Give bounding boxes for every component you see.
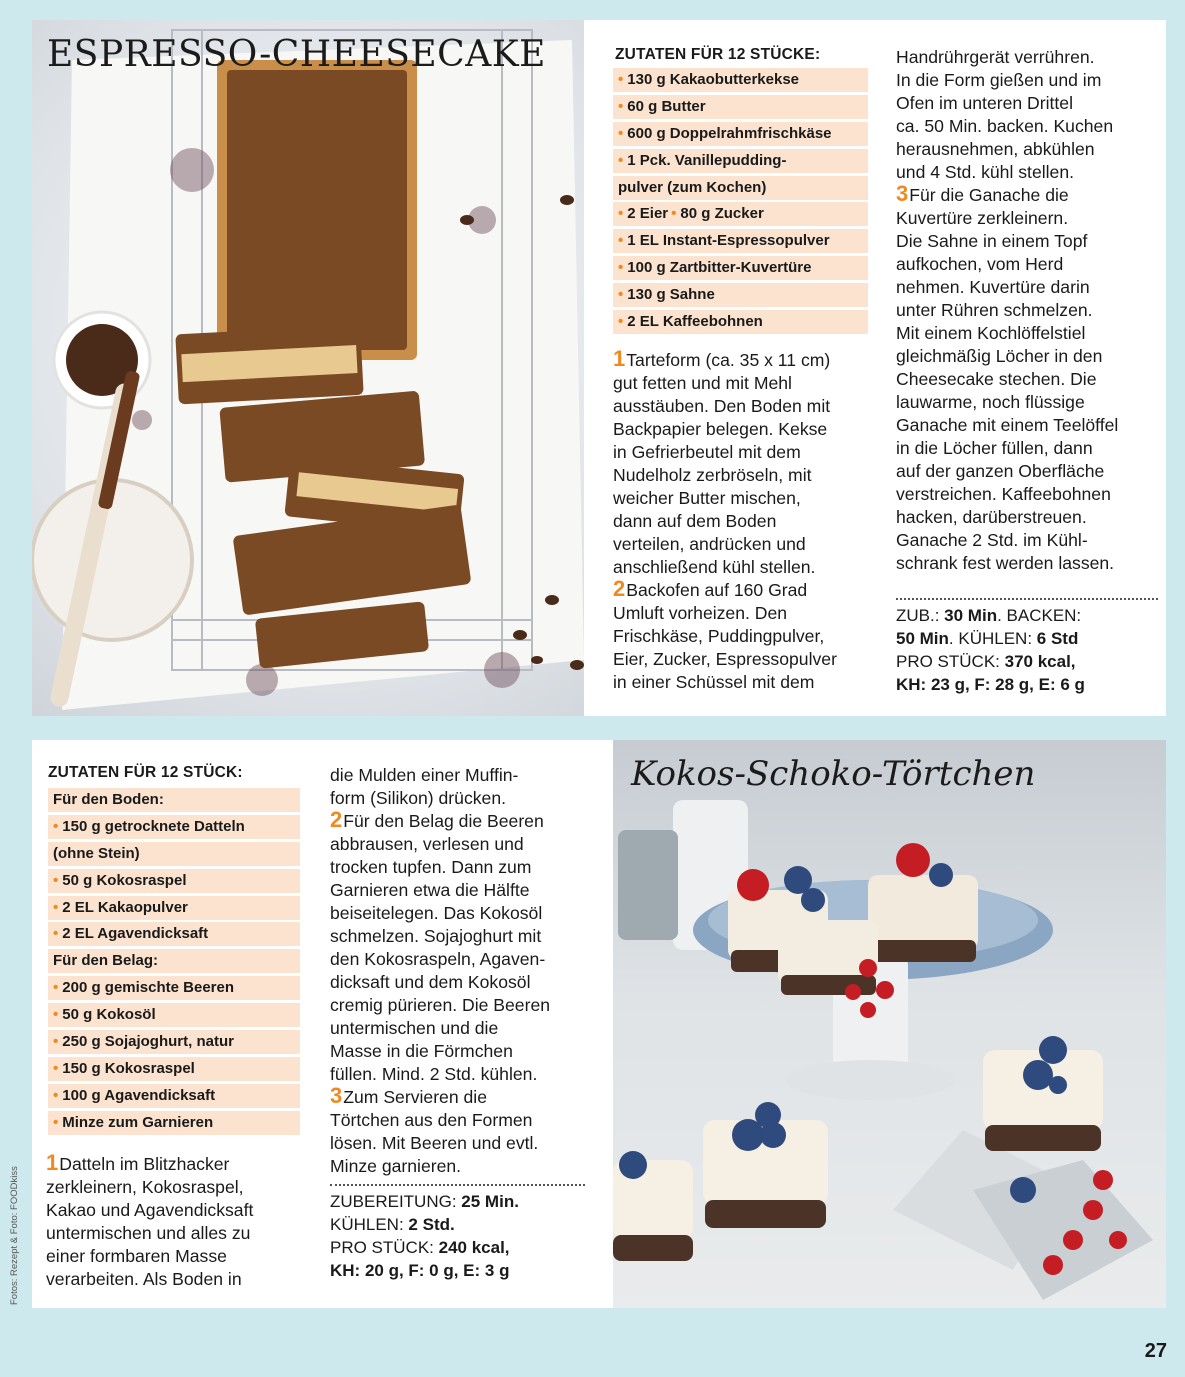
- bullet-icon: •: [618, 151, 624, 169]
- recipe-title: ESPRESSO-CHEESECAKE: [47, 34, 546, 75]
- ingredient-item: • 100 g Zartbitter-Kuvertüre: [613, 256, 868, 280]
- ingredient-item: (ohne Stein): [48, 842, 300, 866]
- bullet-icon: •: [53, 871, 59, 889]
- ingredient-item: • 2 EL Kakaopulver: [48, 896, 300, 920]
- step-number: 1: [46, 1150, 59, 1175]
- bullet-icon: •: [618, 259, 624, 277]
- step-number: 2: [613, 576, 626, 601]
- ingredients-heading: ZUTATEN FÜR 12 STÜCKE:: [615, 46, 821, 63]
- ingredient-item: • 60 g Butter: [613, 95, 868, 119]
- ingredient-item: • 150 g getrocknete Datteln: [48, 815, 300, 839]
- ingredient-item: • 200 g gemischte Beeren: [48, 976, 300, 1000]
- bullet-icon: •: [53, 925, 59, 943]
- ingredients-list: [613, 68, 868, 337]
- step-number: 3: [896, 181, 909, 206]
- page-number: 27: [1144, 1340, 1167, 1362]
- ingredient-item: • 1 Pck. Vanillepudding-: [613, 149, 868, 173]
- recipe-title: Kokos-Schoko-Törtchen: [631, 754, 1036, 794]
- ingredient-item: • 150 g Kokosraspel: [48, 1057, 300, 1081]
- bullet-icon: •: [53, 817, 59, 835]
- ingredient-item: • 130 g Sahne: [613, 283, 868, 307]
- bullet-icon: •: [53, 1113, 59, 1131]
- bullet-icon: •: [53, 898, 59, 916]
- cheesecake-illustration: [32, 20, 584, 716]
- nutrition-info: ZUBEREITUNG: 25 Min. KÜHLEN: 2 Std. PRO STÜCK: 240 kcal, KH: 20 g, F: 0 g, E: 3 g: [330, 1184, 585, 1282]
- bullet-icon: •: [618, 71, 624, 88]
- ingredients-heading: ZUTATEN FÜR 12 STÜCK:: [48, 764, 243, 781]
- photo-credit: Fotos: Rezept & Foto: FOODkiss: [9, 1166, 20, 1305]
- ingredient-item: • 250 g Sojajoghurt, natur: [48, 1030, 300, 1054]
- bullet-icon: •: [618, 124, 624, 142]
- bullet-icon: •: [53, 1086, 59, 1104]
- dotted-divider: [330, 1184, 585, 1186]
- instructions-column-1: 1Datteln im Blitzhacker zerkleinern, Kokosraspel, Kakao und Agavendicksaft untermischen und alles zu einer formbaren Masse verarbeiten. Als Boden in: [46, 1150, 254, 1289]
- bullet-icon: •: [671, 205, 677, 223]
- bullet-icon: •: [618, 232, 624, 250]
- instructions-column-2: Handrührgerät verrühren. In die Form gießen und im Ofen im unteren Drittel ca. 50 Min. backen. Kuchen herausnehmen, abkühlen und 4 Std. kühl stellen. 3Für die Ganache die Kuvertüre zerkleinern. Die Sahne in einem Topf aufkochen, vom Herd nehmen. Kuvertüre darin unter Rühren schmelzen. Mit einem Kochlöffelstiel gleichmäßig Löcher in den Cheesecake stechen. Die lauwarme, noch flüssige Ganache mit einem Teelöffel in die Löcher füllen, dann auf der ganzen Oberfläche verstreichen. Kaffeebohnen hacken, darüberstreuen. Ganache 2 Std. im Kühl- schrank fest werden lassen.: [896, 47, 1119, 573]
- step-number: 1: [613, 346, 626, 371]
- ingredient-item: • 130 g Kakaobutterkekse: [613, 68, 868, 92]
- ingredient-item: • 600 g Doppelrahmfrischkäse: [613, 122, 868, 146]
- ingredient-item: • 2 EL Kaffeebohnen: [613, 310, 868, 334]
- tartlets-photo: [613, 740, 1166, 1308]
- bullet-icon: •: [618, 97, 624, 115]
- step-number: 3: [330, 1083, 343, 1108]
- dotted-divider: [896, 598, 1158, 600]
- cheesecake-photo: [32, 20, 584, 716]
- instructions-column-2: die Mulden einer Muffin- form (Silikon) drücken. 2Für den Belag die Beeren abbrausen, verlesen und trocken tupfen. Dann zum Garnieren etwa die Hälfte beiseitelegen. Das Kokosöl schmelzen. Sojajoghurt mit den Kokosraspeln, Agaven- dicksaft und dem Kokosöl cremig pürieren. Die Beeren untermischen und die Masse in die Förmchen füllen. Mind. 2 Std. kühlen. 3Zum Servieren die Törtchen aus den Formen lösen. Mit Beeren und evtl. Minze garnieren.: [330, 765, 551, 1176]
- ingredients-list: [48, 788, 300, 1138]
- ingredient-item: • Minze zum Garnieren: [48, 1111, 300, 1135]
- step-number: 2: [330, 807, 343, 832]
- ingredient-item: pulver (zum Kochen): [613, 176, 868, 200]
- ingredient-item: • 2 Eier • 80 g Zucker: [613, 202, 868, 226]
- bullet-icon: •: [53, 979, 59, 997]
- ingredient-subheading: Für den Boden:: [48, 788, 300, 812]
- ingredient-item: • 50 g Kokosöl: [48, 1003, 300, 1027]
- bullet-icon: •: [618, 205, 624, 223]
- ingredient-item: • 50 g Kokosraspel: [48, 869, 300, 893]
- bullet-icon: •: [53, 1033, 59, 1051]
- instructions-column-1: 1Tarteform (ca. 35 x 11 cm) gut fetten und mit Mehl ausstäuben. Den Boden mit Backpapier belegen. Kekse in Gefrierbeutel mit dem Nudelholz zerbröseln, mit weicher Butter mischen, dann auf dem Boden verteilen, andrücken und anschließend kühl stellen. 2Backofen auf 160 Grad Umluft vorheizen. Den Frischkäse, Puddingpulver, Eier, Zucker, Espressopulver in einer Schüssel mit dem: [613, 346, 837, 692]
- ingredient-subheading: Für den Belag:: [48, 949, 300, 973]
- bullet-icon: •: [53, 1059, 59, 1077]
- ingredient-item: • 100 g Agavendicksaft: [48, 1084, 300, 1108]
- recipe-card-espresso-cheesecake: [32, 20, 1166, 716]
- tartlets-illustration: [613, 740, 1166, 1308]
- recipe-card-kokos-schoko-toertchen: [32, 740, 1166, 1308]
- nutrition-info: ZUB.: 30 Min. BACKEN: 50 Min. KÜHLEN: 6 Std PRO STÜCK: 370 kcal, KH: 23 g, F: 28 g, E: 6 g: [896, 598, 1158, 696]
- ingredient-item: • 1 EL Instant-Espressopulver: [613, 229, 868, 253]
- bullet-icon: •: [618, 286, 624, 304]
- ingredient-item: • 2 EL Agavendicksaft: [48, 922, 300, 946]
- bullet-icon: •: [53, 1006, 59, 1024]
- bullet-icon: •: [618, 313, 624, 331]
